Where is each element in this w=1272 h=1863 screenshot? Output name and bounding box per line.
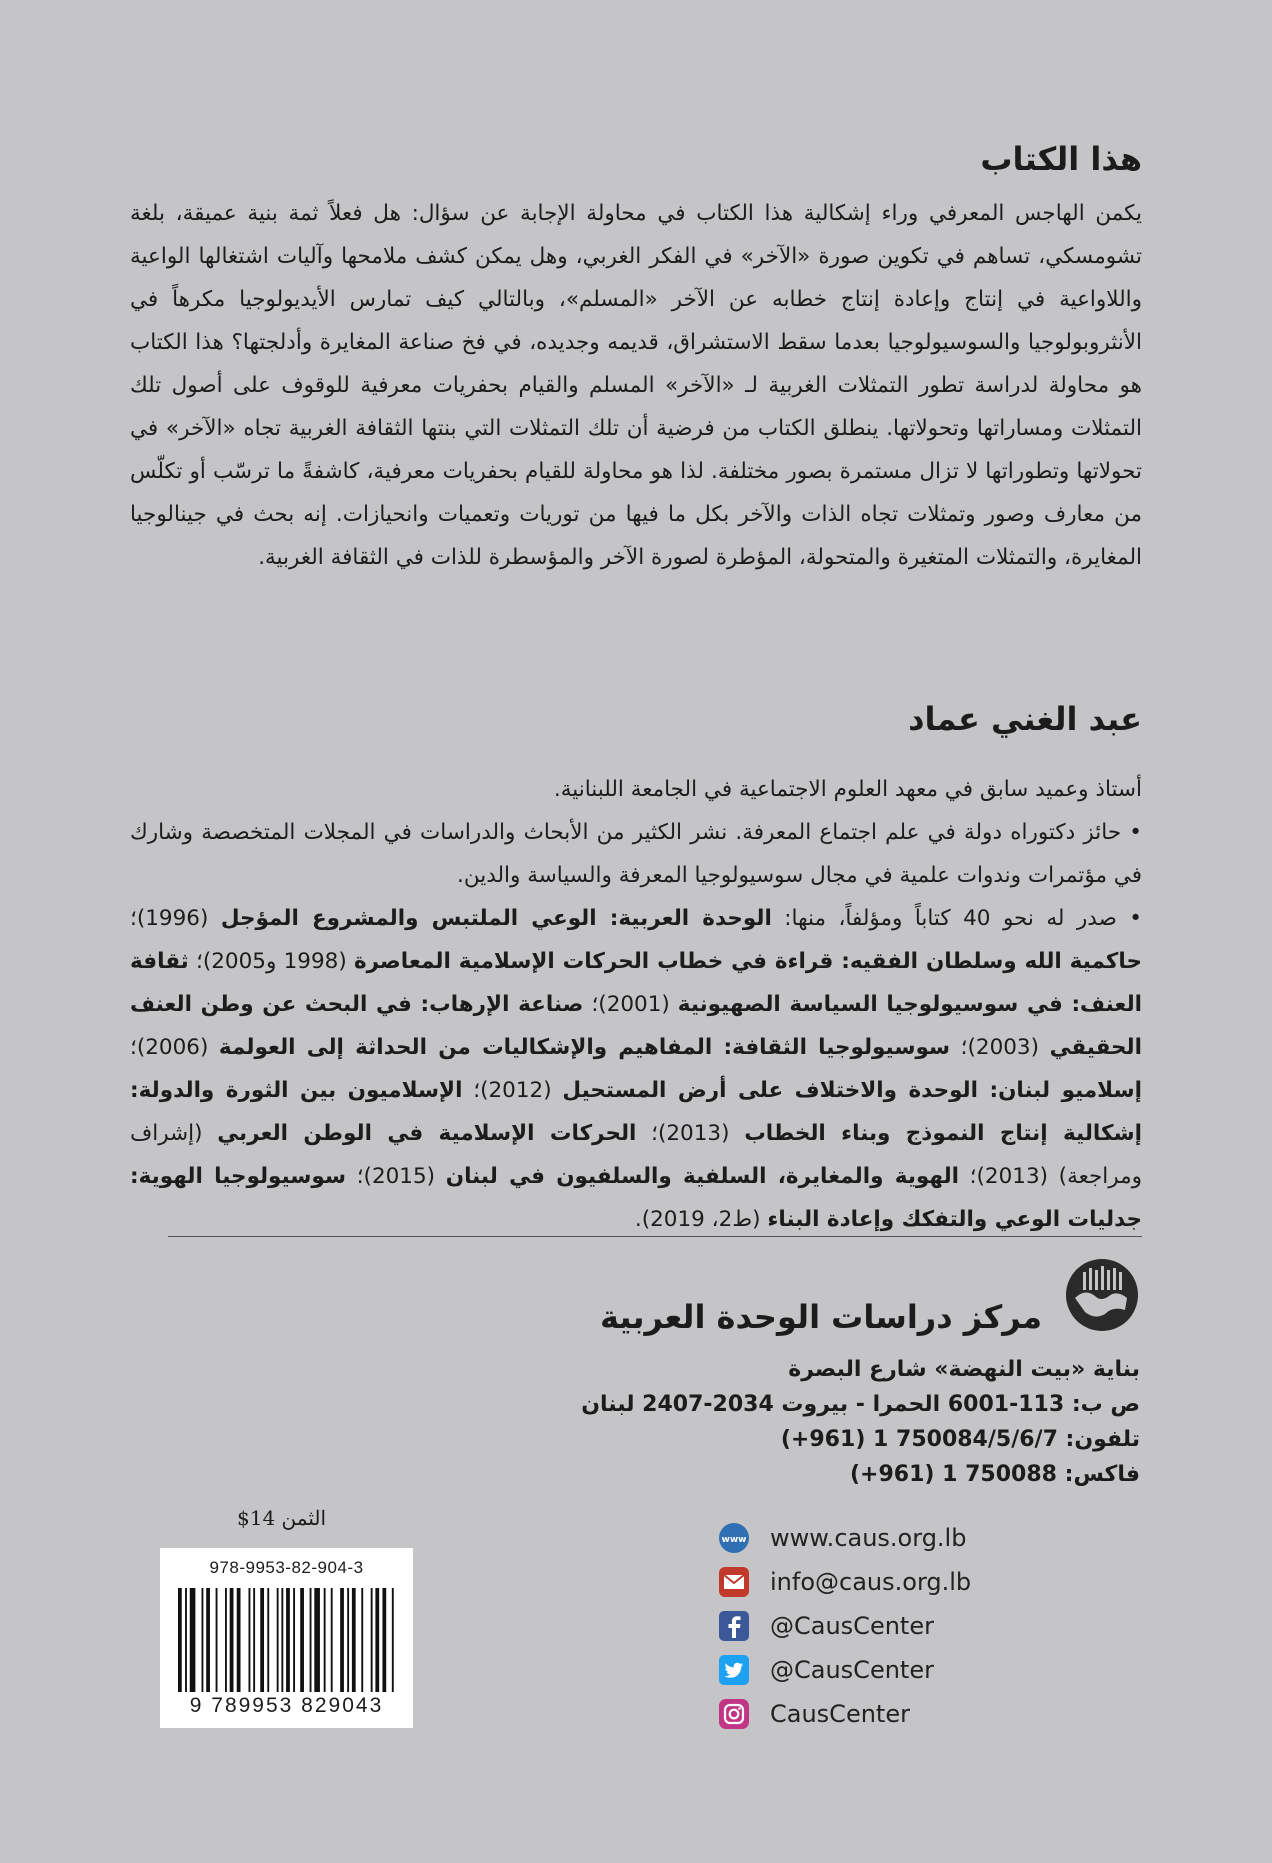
book-note: (1998 و2005)؛ <box>188 949 354 974</box>
author-bullet-books <box>130 897 1142 1241</box>
books-intro: صدر له نحو 40 كتاباً ومؤلفاً، منها: <box>771 906 1117 931</box>
author-position: أستاذ وعميد سابق في معهد العلوم الاجتماعية في الجامعة اللبنانية. <box>553 777 1142 802</box>
about-book-text <box>130 192 1142 579</box>
book-title: حاكمية الله وسلطان الفقيه: قراءة في خطاب الحركات الإسلامية المعاصرة <box>353 949 1142 974</box>
instagram-icon <box>718 1698 750 1730</box>
isbn-barcode <box>160 1548 413 1728</box>
author-bio <box>130 768 1142 1241</box>
book-title: الوحدة العربية: الوعي الملتبس والمشروع المؤجل <box>220 906 772 931</box>
book-note: (2003)؛ <box>950 1035 1050 1060</box>
book-note: (2006)؛ <box>130 1035 219 1060</box>
book-title: الإسلاميون بين الثورة والدولة: إشكالية إنتاج النموذج وبناء الخطاب <box>130 1078 1142 1146</box>
contact-email[interactable] <box>718 1560 971 1604</box>
isbn-text: 978-9953-82-904-3 <box>209 1558 364 1577</box>
address-pobox <box>580 1387 1140 1422</box>
price-label: الثمن 14$ <box>237 1506 327 1530</box>
book-note: (2013)؛ <box>636 1121 745 1146</box>
book-note: (2012)؛ <box>462 1078 563 1103</box>
publisher-logo-icon <box>1065 1258 1139 1332</box>
www-icon <box>718 1522 750 1554</box>
book-title: سوسيولوجيا الثقافة: المفاهيم والإشكاليات من الحداثة إلى العولمة <box>218 1035 951 1060</box>
mail-icon <box>718 1566 750 1598</box>
book-note: (إشراف ومراجعة) (2013)؛ <box>130 1121 1142 1189</box>
book-note: (2015)؛ <box>346 1164 446 1189</box>
twitter-text: @CausCenter <box>770 1656 934 1684</box>
facebook-icon <box>718 1610 750 1642</box>
email-text: info@caus.org.lb <box>770 1568 972 1596</box>
svg-text:www: www <box>721 1535 747 1545</box>
book-title: ثقافة العنف: في سوسيولوجيا السياسة الصهيونية <box>130 949 1143 1017</box>
fax-label: فاكس: <box>1056 1462 1140 1487</box>
phone-label: تلفون: <box>1057 1427 1140 1452</box>
contact-twitter[interactable] <box>718 1648 971 1692</box>
contact-instagram[interactable] <box>718 1692 971 1736</box>
author-name: عبد الغني عماد <box>908 700 1142 738</box>
contact-list <box>718 1516 971 1736</box>
facebook-text: @CausCenter <box>770 1612 934 1640</box>
book-note: (1996)؛ <box>130 906 221 931</box>
twitter-icon <box>718 1654 750 1686</box>
fax-value: 750088 1 (961+) <box>849 1462 1057 1487</box>
address-building: بناية «بيت النهضة» شارع البصرة <box>788 1357 1140 1382</box>
instagram-text: CausCenter <box>770 1700 910 1728</box>
author-bullet-degree: • حائز دكتوراه دولة في علم اجتماع المعرفة. نشر الكثير من الأبحاث والدراسات في المجلات المتخصصة وشارك في مؤتمرات وندوات علمية في مجال سوسيولوجيا المعرفة والسياسة والدين. <box>130 811 1142 897</box>
book-note: (ط2، 2019). <box>634 1207 768 1232</box>
pobox-label: ص ب: <box>1064 1392 1140 1417</box>
publisher-address <box>580 1352 1140 1492</box>
phone-value: 750084/5/6/7 1 (961+) <box>780 1427 1058 1452</box>
about-book-heading: هذا الكتاب <box>980 140 1142 178</box>
publisher-name: مركز دراسات الوحدة العربية <box>599 1298 1042 1336</box>
book-title: صناعة الإرهاب: في البحث عن وطن العنف الحقيقي <box>130 992 1142 1060</box>
book-note: (2001)؛ <box>583 992 678 1017</box>
contact-website[interactable] <box>718 1516 971 1560</box>
isbn-digits: 9 789953 829043 <box>189 1694 384 1717</box>
about-paragraph: يكمن الهاجس المعرفي وراء إشكالية هذا الكتاب في محاولة الإجابة عن سؤال: هل فعلاً ثمة بنية عميقة، بلغة تشومسكي، تساهم في تكوين صورة «الآخر» في الفكر الغربي، وهل يمكن كشف ملامحها وآليات اشتغالها الواعية واللاواعية في إنتاج وإعادة إنتاج خطابه عن الآخر «المسلم»، وبالتالي كيف تمارس الأيديولوجيا مكرهاً في الأنثروبولوجيا والسوسيولوجيا بعدما سقط الاستشراق، قديمه وجديده، في فخ صناعة المغايرة وأدلجتها؟ هذا الكتاب هو محاولة لدراسة تطور التمثلات الغربية لـ «الآخر» المسلم والقيام بحفريات معرفية للوقوف على أصول تلك التمثلات ومساراتها وتحولاتها. ينطلق الكتاب من فرضية أن تلك التمثلات التي بنتها الثقافة الغربية تجاه «الآخر» في تحولاتها وتطوراتها لا تزال مستمرة بصور مختلفة. لذا هو محاولة للقيام بحفريات معرفية، كاشفةً ما ترسّب أو تكلّس من معارف وصور وتمثلات تجاه الذات والآخر بكل ما فيها من توريات وتعميات وانحيازات. إنه بحث في جينالوجيا المغايرة، والتمثلات المتغيرة والمتحولة، المؤطرة لصورة الآخر والمؤسطرة للذات في الثقافة الغربية. <box>130 201 1142 570</box>
book-title: الهوية والمغايرة، السلفية والسلفيون في لبنان <box>445 1164 960 1189</box>
divider <box>168 1236 1142 1237</box>
address-phone <box>580 1422 1140 1457</box>
book-title: الحركات الإسلامية في الوطن العربي <box>217 1121 637 1146</box>
book-title: سوسيولوجيا الهوية: جدليات الوعي والتفكك وإعادة البناء <box>130 1164 1142 1232</box>
pobox-value: 113-6001 الحمرا - بيروت 2034-2407 لبنان <box>581 1392 1065 1417</box>
book-title: إسلاميو لبنان: الوحدة والاختلاف على أرض المستحيل <box>562 1078 1142 1103</box>
barcode-icon <box>170 1588 403 1692</box>
address-fax <box>580 1457 1140 1492</box>
website-text: www.caus.org.lb <box>770 1524 967 1552</box>
contact-facebook[interactable] <box>718 1604 971 1648</box>
